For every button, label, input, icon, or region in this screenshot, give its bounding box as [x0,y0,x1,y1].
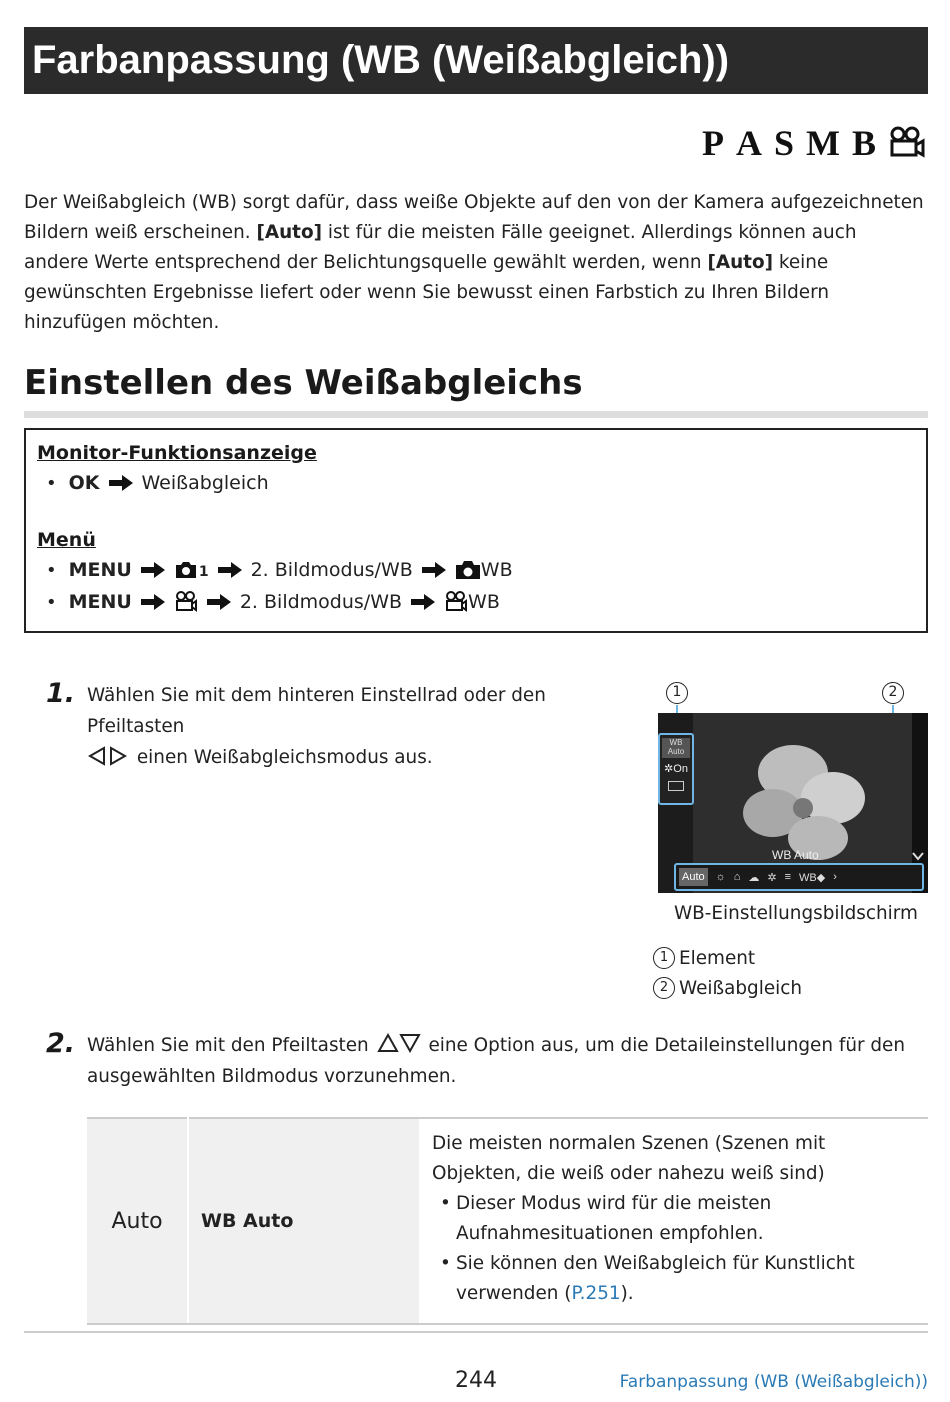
shade-icon[interactable]: ⌂ [733,871,741,883]
bullet-dot: • [46,472,57,494]
page-link[interactable]: P.251 [571,1283,621,1304]
intro-text-3: keine gewünschten Ergebnisse liefert oder wenn Sie bewusst einen Farbstich zu Ihren Bildern hinzufügen möchten. [24,252,830,333]
legend-label: Element [679,947,756,969]
wb-options-table [87,1117,928,1325]
menu-item-label: 2. Bildmodus/WB [239,591,403,613]
step-1-text-b: einen Weißabgleichsmodus aus. [136,747,433,768]
bar-wb-text: WB [799,871,817,884]
step-2-text [87,1030,927,1092]
element-panel [658,733,694,805]
wb-mode-bar [674,863,924,891]
side-on-text: On [673,763,688,775]
bullet-1: • Dieser Modus wird für die meisten Aufnahmesituationen empfohlen. [432,1189,916,1249]
incandescent-icon[interactable]: ✲ [767,871,777,884]
side-wb-text: WB [669,738,683,747]
chevron-right-icon[interactable]: › [833,871,837,883]
wb-mode-auto[interactable]: Auto [679,868,708,886]
monitor-label: Monitor-Funktionsanzeige [37,442,317,464]
menu-label: Menü [37,529,96,551]
footer-chapter-link[interactable]: Farbanpassung (WB (Weißabgleich)) [619,1372,928,1392]
side-auto-text: Auto [667,747,685,756]
mode-b: B [851,123,878,163]
step-2-text-b: eine Option aus, um die Detaileinstellungen für den [428,1035,906,1056]
mode-p: P [701,123,726,163]
intro-auto-2: [Auto] [707,252,773,273]
step-1-number: 1. [46,678,76,709]
step-2-text-c: ausgewählten Bildmodus vorzunehmen. [87,1066,457,1087]
description-cell [419,1118,928,1324]
menu-key: MENU [68,559,132,581]
wb-fine-tune-icon [668,781,684,791]
menu-key: MENU [68,591,132,613]
up-down-arrows-icon [375,1033,423,1053]
warm-color-element [660,762,692,775]
intro-text-1: Der Weißabgleich (WB) sorgt dafür, dass weiße Objekte auf den von der Kamera aufgezeichneten Bildern weiß erscheinen. [24,192,924,243]
page-title: Farbanpassung (WB (Weißabgleich)) [32,38,730,82]
wb-settings-screen [658,713,928,893]
description-bullets [432,1189,916,1309]
page-number: 244 [455,1368,497,1393]
ok-key: OK [68,472,100,494]
legend-num: 2 [653,977,675,999]
section-heading: Einstellen des Weißabgleichs [24,363,583,403]
step-1-text-a: Wählen Sie mit dem hinteren Einstellrad oder den Pfeiltasten [87,685,546,737]
table-row [87,1118,928,1324]
bulb-icon: ✲ [664,763,674,775]
bullet-dot: • [46,559,57,581]
step-2-text-a: Wählen Sie mit den Pfeiltasten [87,1035,369,1056]
screen-caption: WB-Einstellungsbildschirm [674,903,918,924]
mode-m: M [806,123,842,163]
wb-auto-overlay: WB Auto [772,848,819,862]
intro-text-2: ist für die meisten Fälle geeignet. Allerdings können auch andere Werte entsprechend der Belichtungsquelle gewählt werden, wenn [24,222,857,273]
wb-auto-element [662,738,690,758]
legend-num: 1 [653,947,675,969]
footer-rule [24,1331,928,1333]
underwater-wb[interactable] [799,871,825,884]
bullet-dot: • [46,591,57,613]
wb-label: WB [480,559,513,581]
photo-menu-subscript: 1 [198,564,209,580]
cloud-icon[interactable]: ☁ [748,871,760,884]
step-2-number: 2. [46,1028,76,1059]
fluorescent-icon[interactable]: ≡ [784,871,792,883]
mode-cell: Auto [87,1118,188,1324]
bullet-2-text: Sie können den Weißabgleich für Kunstlicht verwenden ( [456,1253,855,1304]
fish-icon: ◆ [816,871,826,884]
description-text: Die meisten normalen Szenen (Szenen mit Objekten, die weiß oder nahezu weiß sind) [432,1133,826,1184]
legend-item-2 [653,977,802,999]
mode-a: A [735,123,764,163]
mode-s: S [773,123,796,163]
wb-label: WB [468,591,500,613]
monitor-target: Weißabgleich [141,472,269,494]
legend-item-1 [653,947,755,969]
menu-item-label: 2. Bildmodus/WB [250,559,413,581]
intro-auto-1: [Auto] [256,222,322,243]
legend-label: Weißabgleich [679,977,803,999]
bullet-2 [432,1249,916,1309]
sun-icon[interactable]: ☼ [715,871,726,883]
callout-2: 2 [882,682,904,704]
callout-1: 1 [666,682,688,704]
bullet-2-end: ). [620,1283,634,1304]
name-cell: WB Auto [188,1118,419,1324]
